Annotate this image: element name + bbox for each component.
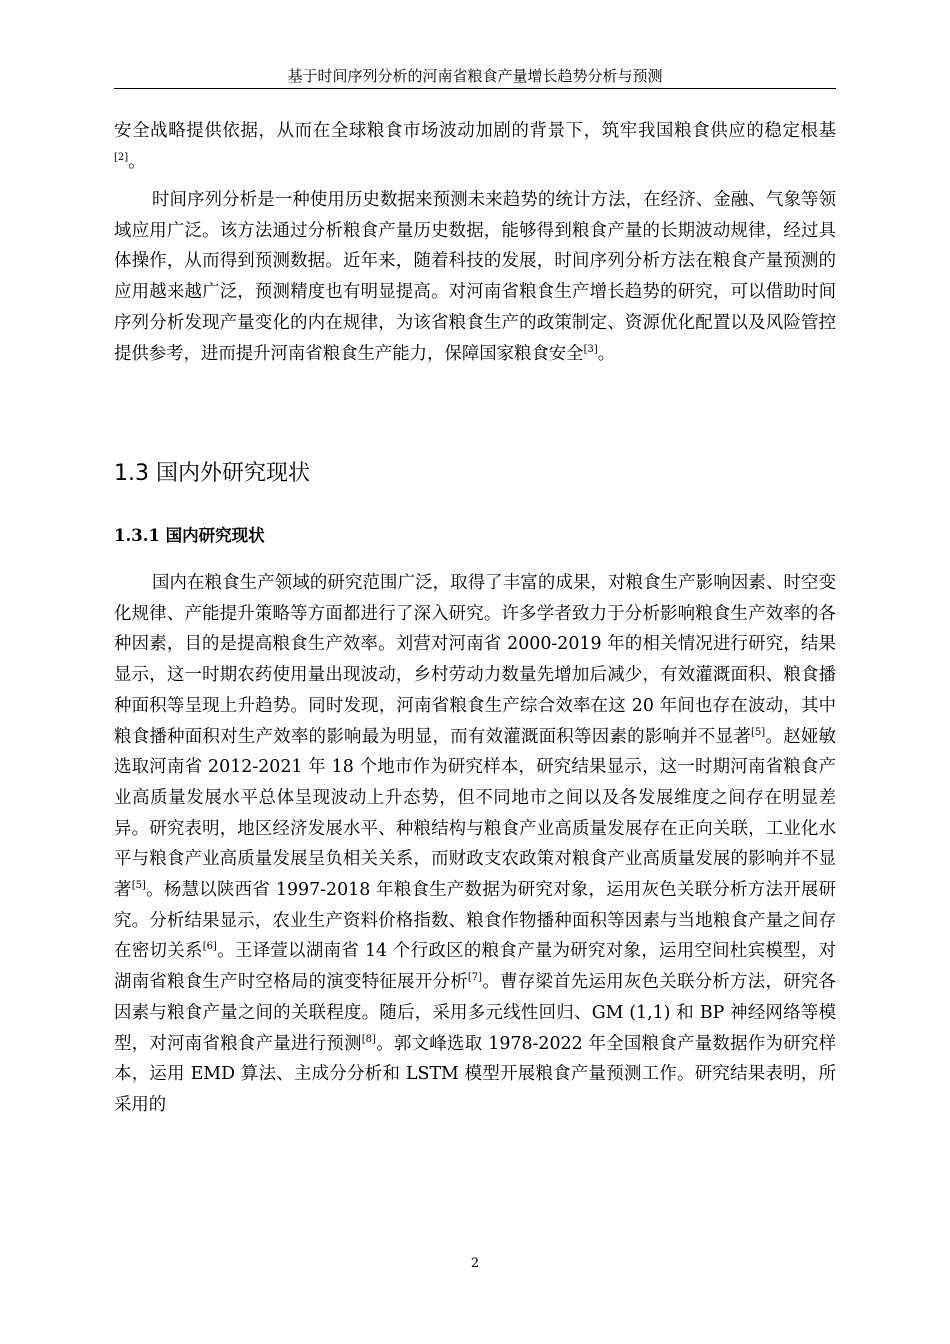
paragraph-text: 。王译萱以湖南省 14 个行政区的粮食产量为研究对象，运用空间杜宾模型，对湖南省粮食生产时空格局的演变特征展开分析 (114, 941, 836, 993)
header-rule (114, 88, 836, 89)
section-heading: 1.3 国内外研究现状 (114, 461, 310, 486)
paragraph-text: 。杨慧以陕西省 1997-2018 年粮食生产数据为研究对象，运用灰色关联分析方法开展研究。分析结果显示，农业生产资料价格指数、粮食作物播种面积等因素与当地粮食产量之间存在密切关系 (114, 880, 836, 962)
citation-ref: [8] (361, 1033, 376, 1045)
paragraph-text: 国内在粮食生产领域的研究范围广泛，取得了丰富的成果，对粮食生产影响因素、时空变化规律、产能提升策略等方面都进行了深入研究。许多学者致力于分析影响粮食生产效率的各种因素，目的是提高粮食生产效率。刘营对河南省 2000-2019 年的相关情况进行研究，结果显示，这一时期农药使用量出现波动，乡村劳动力数量先增加后减少，有效灌溉面积、粮食播种面积等呈现上升趋势。同时发现，河南省粮食生产综合效率在这 20 年间也存在波动，其中粮食播种面积对生产效率的影响最为明显，而有效灌溉面积等因素的影响并不显著 (114, 573, 836, 747)
paragraph-text: 时间序列分析是一种使用历史数据来预测未来趋势的统计方法，在经济、金融、气象等领域应用广泛。该方法通过分析粮食产量历史数据，能够得到粮食产量的长期波动规律，经过具体操作，从而得到预测数据。近年来，随着科技的发展，时间序列分析方法在粮食产量预测的应用越来越广泛，预测精度也有明显提高。对河南省粮食生产增长趋势的研究，可以借助时间序列分析发现产量变化的内在规律，为该省粮食生产的政策制定、资源优化配置以及风险管控提供参考，进而提升河南省粮食生产能力，保障国家粮食安全 (114, 190, 836, 364)
citation-ref: [6] (202, 941, 217, 953)
page-number: 2 (470, 1256, 480, 1271)
paragraph-text: 安全战略提供依据，从而在全球粮食市场波动加剧的背景下，筑牢我国粮食供应的稳定根基 (114, 121, 836, 141)
citation-ref: [5] (751, 726, 766, 738)
paragraph-text: 。 (597, 343, 616, 364)
citation-ref: [2] (114, 151, 129, 163)
citation-ref: [5] (131, 880, 146, 892)
paragraph-text: 。郭文峰选取 1978-2022 年全国粮食产量数据作为研究样本，运用 EMD 算法、主成分分析和 LSTM 模型开展粮食产量预测工作。研究结果表明，所采用的 (114, 1033, 836, 1115)
paragraph-text: 。 (128, 151, 146, 172)
paragraph-domestic-research (114, 568, 836, 1121)
citation-ref: [3] (583, 343, 598, 355)
subsection-heading: 1.3.1 国内研究现状 (114, 526, 265, 545)
paragraph-text: 。赵娅敏选取河南省 2012-2021 年 18 个地市作为研究样本，研究结果显示，这一时期河南省粮食产业高质量发展水平总体呈现波动上升态势，但不同地市之间以及各发展维度之间存在明显差异。研究表明，地区经济发展水平、种粮结构与粮食产业高质量发展存在正向关联，工业化水平与粮食产业高质量发展呈负相关关系，而财政支农政策对粮食产业高质量发展的影响并不显著 (114, 726, 836, 901)
paragraph-text: 。曹存梁首先运用灰色关联分析方法，研究各因素与粮食产量之间的关联程度。随后，采用多元线性回归、GM (1,1) 和 BP 神经网络等模型，对河南省粮食产量进行预测 (114, 972, 836, 1054)
citation-ref: [7] (467, 972, 483, 984)
paragraph-time-series (114, 185, 836, 369)
paragraph-continued (114, 116, 836, 177)
running-header: 基于时间序列分析的河南省粮食产量增长趋势分析与预测 (287, 67, 663, 85)
